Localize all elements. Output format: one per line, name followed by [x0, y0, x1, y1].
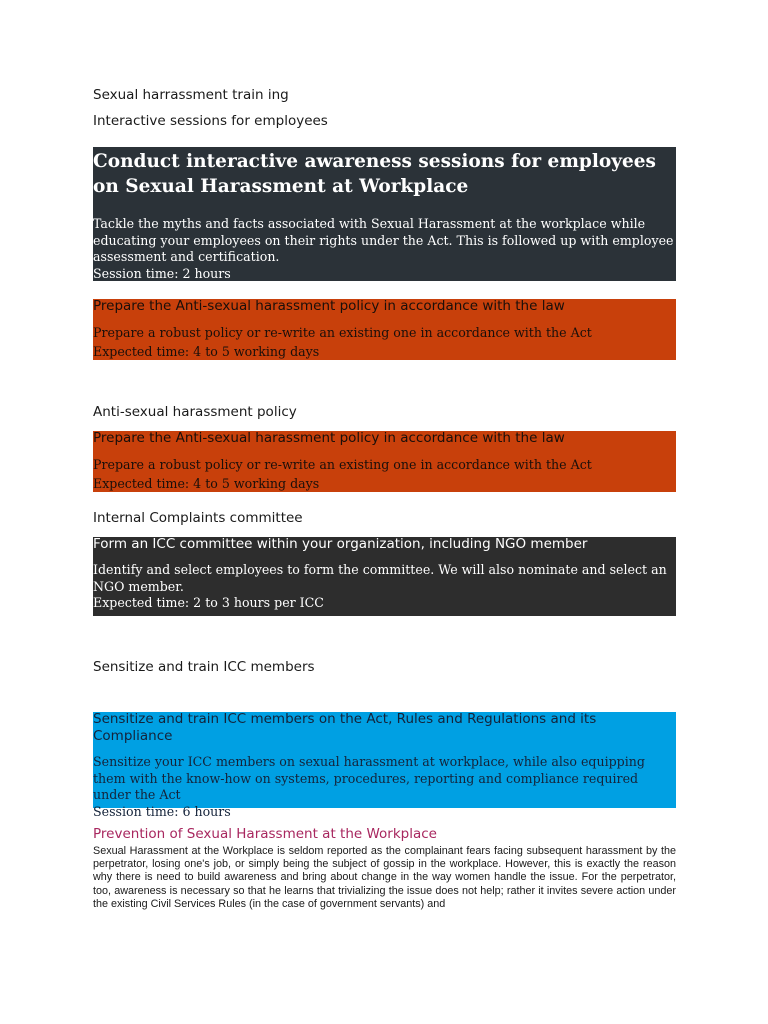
- policy-block-2-title: Prepare the Anti-sexual harassment policy in accordance with the law: [93, 430, 565, 446]
- policy-block-1: [93, 299, 676, 360]
- sensitize-block-body: Sensitize your ICC members on sexual harassment at workplace, while also equipping them with the know-how on systems, procedures, reporting and compliance required under the Act: [93, 754, 645, 802]
- awareness-session-block: [93, 147, 676, 281]
- policy-block-1-title: Prepare the Anti-sexual harassment policy in accordance with the law: [93, 298, 565, 314]
- icc-block-title: Form an ICC committee within your organization, including NGO member: [93, 536, 588, 552]
- policy-heading: Anti-sexual harassment policy: [93, 404, 297, 420]
- prevention-title: Prevention of Sexual Harassment at the Workplace: [93, 826, 437, 842]
- prevention-paragraph: Sexual Harassment at the Workplace is seldom reported as the complainant fears facing subsequent harassment by the perpetrator, losing one's job, or simply being the subject of gossip in the workplace. However, this is exactly the reason why there is need to build awareness and bring about change in the way women handle the issue. For the perpetrator, too, awareness is necessary so that he learns that trivializing the issue does not help; rather it invites severe action under the existing Civil Services Rules (in the case of government servants) and: [93, 845, 676, 910]
- sensitize-block-time: Session time: 6 hours: [93, 803, 231, 819]
- icc-block: [93, 537, 676, 616]
- policy-block-2-time: Expected time: 4 to 5 working days: [93, 475, 320, 491]
- icc-block-time: Expected time: 2 to 3 hours per ICC: [93, 595, 324, 610]
- training-title: Sexual harrassment train ing: [93, 87, 289, 103]
- icc-block-body: Identify and select employees to form the committee. We will also nominate and select an NGO member.: [93, 562, 667, 594]
- sensitize-block-title: Sensitize and train ICC members on the Act, Rules and Regulations and its Compliance: [93, 711, 597, 744]
- awareness-block-body: Tackle the myths and facts associated with Sexual Harassment at the workplace while educating your employees on their rights under the Act. This is followed up with employee assessment and certification.: [93, 216, 674, 264]
- training-subtitle: Interactive sessions for employees: [93, 113, 328, 129]
- awareness-block-time: Session time: 2 hours: [93, 265, 231, 281]
- policy-block-1-time: Expected time: 4 to 5 working days: [93, 343, 320, 359]
- sensitize-block: [93, 711, 676, 819]
- policy-block-2: [93, 431, 676, 492]
- policy-block-1-body: Prepare a robust policy or re-write an existing one in accordance with the Act: [93, 325, 592, 340]
- sensitize-heading: Sensitize and train ICC members: [93, 659, 315, 675]
- policy-block-2-body: Prepare a robust policy or re-write an existing one in accordance with the Act: [93, 457, 592, 472]
- icc-heading: Internal Complaints committee: [93, 510, 303, 526]
- awareness-block-title: Conduct interactive awareness sessions for employees on Sexual Harassment at Workplace: [93, 151, 656, 197]
